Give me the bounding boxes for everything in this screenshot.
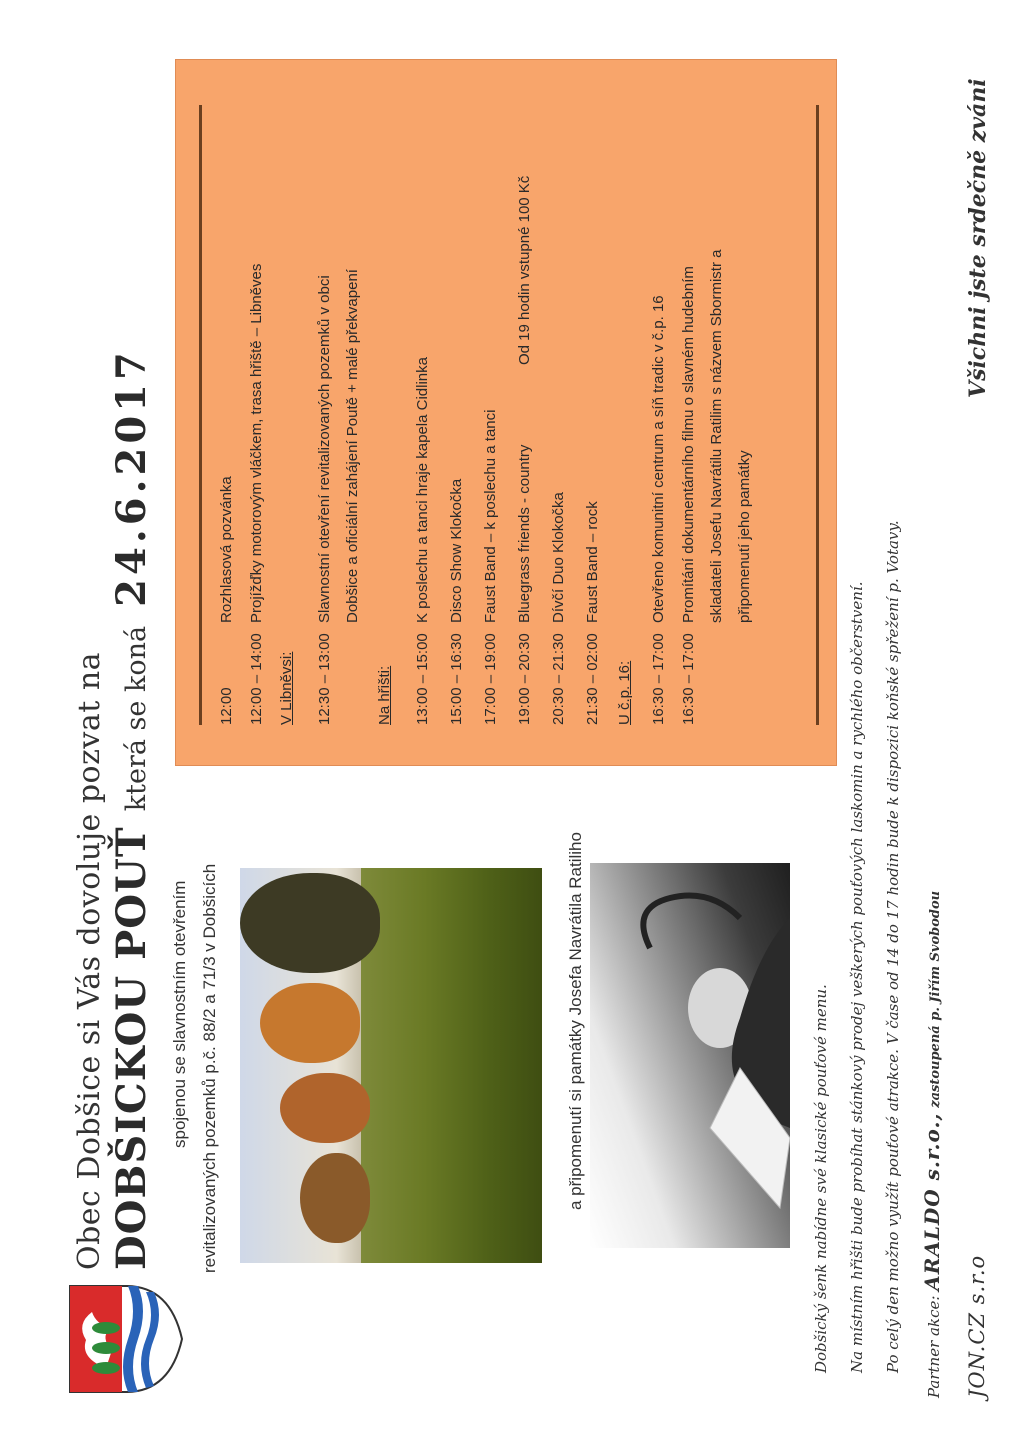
intro-line-1: spojenou se slavnostním otevřením [170, 880, 189, 1148]
section-libneves: V Libněvsi: [278, 651, 295, 725]
partner-line [920, 891, 944, 1398]
section-hriste: Na hřišti: [376, 665, 393, 725]
note-stalls: Na místním hřišti bude probíhat stánkový prodej veškerých pouťových laskomin a rychlého občerstvení. [848, 581, 866, 1373]
headline: Obec Dobšice si Vás dovoluje pozvat na [72, 651, 107, 1270]
entry-note: Od 19 hodin vstupné 100 Kč [516, 175, 533, 365]
title-row [108, 348, 155, 1270]
portrait-photo [590, 863, 790, 1248]
program-bottom-rule [816, 105, 819, 725]
note-attractions: Po celý den možno využít pouťové atrakce. V čase od 14 do 17 hodin bude k dispozici koňské spřežení p. Votavy. [884, 520, 902, 1373]
memorial-text: a připomenutí si památky Josefa Navrátila Ratiliho [566, 832, 585, 1210]
intro-line-2: revitalizovaných pozemků p.č. 88/2 a 71/3 v Dobšicích [200, 863, 219, 1273]
partner-rep: zastoupená p. Jiřím Svobodou [928, 890, 943, 1108]
program-top-rule [199, 105, 202, 725]
program-box: 12:00 Rozhlasová pozvánka 12:00 – 14:00 Projížďky motorovým vláčkem, trasa hřiště – Libněves V Libněvsi: 12:30 – 13:00 Slavnostní otevření revitalizovaných pozemků v obci Dobšice a oficiální zahájení Poutě + malé překvapení Na hřišti: 13:00 – 15:00 K poslechu a tanci hraje kapela Cidlinka 15:00 – 16:30 Disco Show Klokočka 17:00 – 19:00 Faust Band – k poslechu a tanci 19:00 – 20:30 Bluegrass friends - country Od 19 hodin vstupné 100 Kč 20:30 – 21:30 Dívčí Duo Klokočka 21:30 – 02:00 Faust Band – rock U č.p. 16: 16:30 – 17:00 Otevřeno komunitní centrum a síň tradic v č.p. 16 16:30 – 17:00 Promítání dokumentárního filmu o slavném hudebním skladateli Josefu Navrátilu Ratilim s názvem Sbormistr a připomenutí jeho památky [175, 59, 837, 766]
note-menu: Dobšický šenk nabídne své klasické pouťové menu. [812, 984, 830, 1373]
partner-label: Partner akce: [925, 1295, 943, 1398]
park-photo [240, 868, 542, 1263]
coat-of-arms-icon [66, 1280, 186, 1398]
invite-text: Všichni jste srdečně zváni [965, 78, 991, 398]
partner-name: ARALDO s.r.o., [920, 1112, 944, 1291]
event-date: 24.6.2017 [108, 348, 155, 607]
section-cp16: U č.p. 16: [616, 660, 633, 725]
partner-2: JON.CZ s.r.o [965, 1254, 989, 1398]
event-name: DOBŠICKOU POUŤ [108, 826, 155, 1270]
when-text: která se koná [121, 625, 152, 812]
